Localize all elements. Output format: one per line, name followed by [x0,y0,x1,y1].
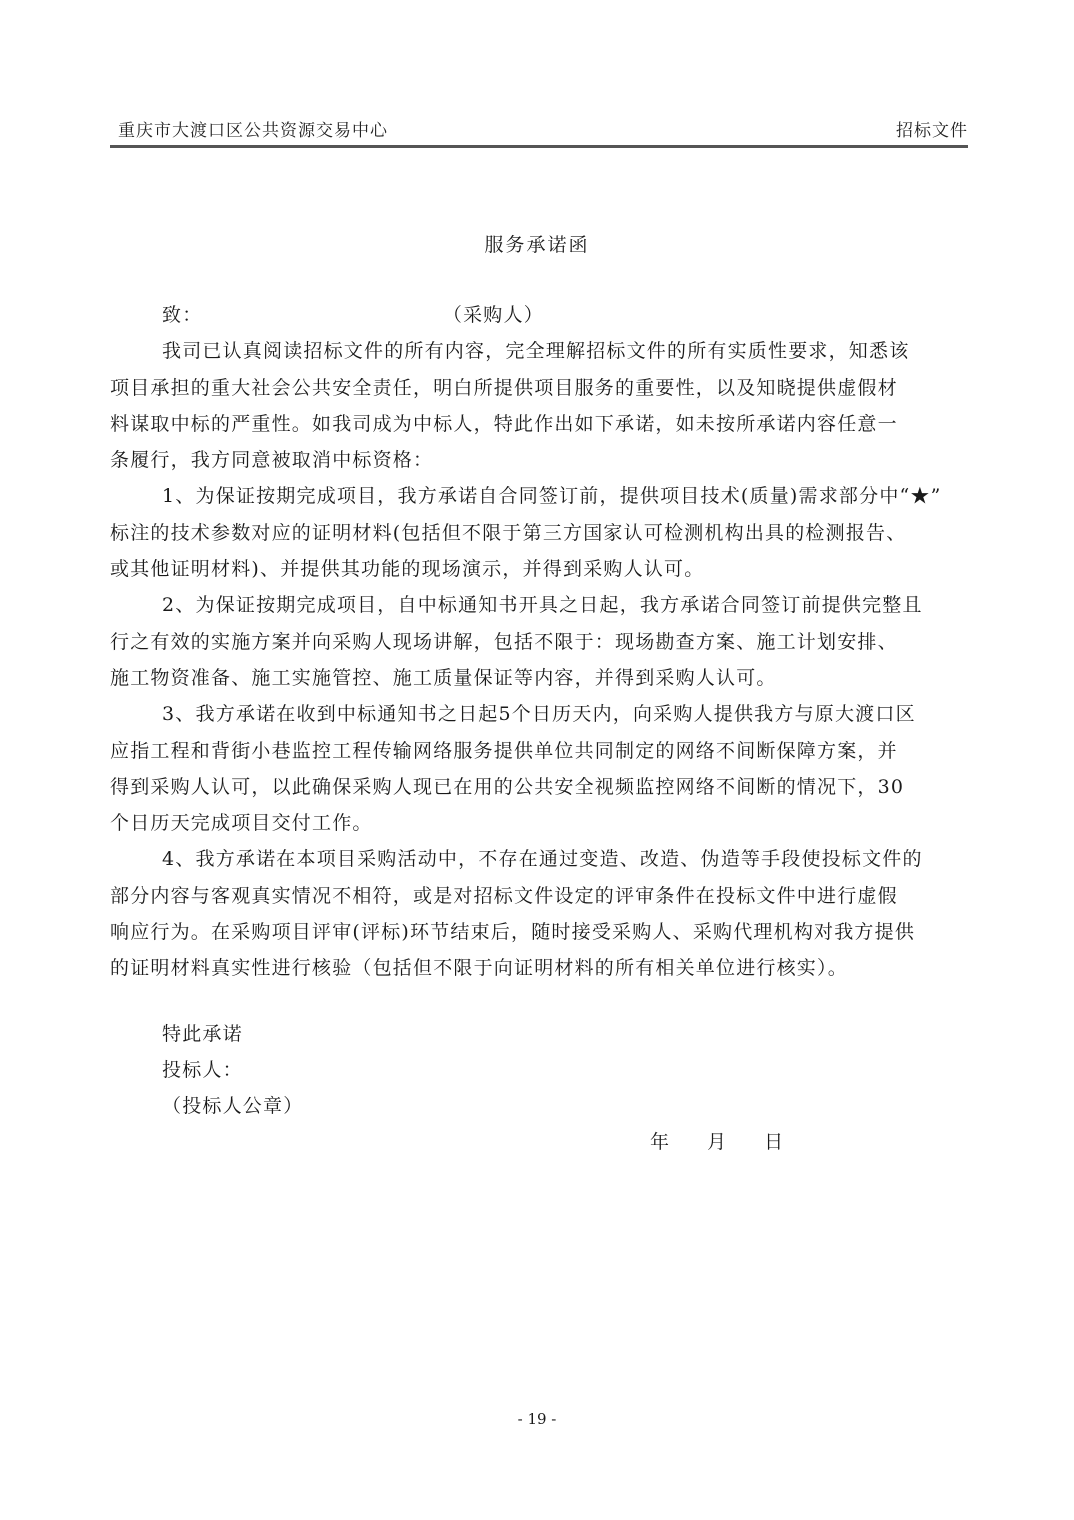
commitment-item-4 [110,841,968,986]
text-line: 标注的技术参数对应的证明材料(包括但不限于第三方国家认可检测机构出具的检测报告、 [110,521,907,544]
text-line: 施工物资准备、施工实施管控、施工质量保证等内容，并得到采购人认可。 [110,666,777,689]
text-line: 2、为保证按期完成项目，自中标通知书开具之日起，我方承诺合同签订前提供完整且 [162,594,923,617]
text-line: 3、我方承诺在收到中标通知书之日起5个日历天内，向采购人提供我方与原大渡口区 [162,703,916,726]
header-doc-type: 招标文件 [896,121,968,141]
text-line: 响应行为。在采购项目评审(评标)环节结束后，随时接受采购人、采购代理机构对我方提供 [110,921,916,944]
date-month: 月 [707,1131,728,1153]
page-number: - 19 - [517,1410,557,1428]
text-line: 部分内容与客观真实情况不相符，或是对招标文件设定的评审条件在投标文件中进行虚假 [110,884,898,907]
header-organization: 重庆市大渡口区公共资源交易中心 [118,121,388,141]
commitment-item-2 [110,587,968,696]
text-line: 1、为保证按期完成项目，我方承诺自合同签订前，提供项目技术(质量)需求部分中“★” [162,485,942,508]
closing-statement: 特此承诺 [162,1023,243,1045]
letter-body [110,297,968,987]
text-line: 料谋取中标的严重性。如我司成为中标人，特此作出如下承诺，如未按所承诺内容任意一 [110,412,898,435]
commitment-item-3 [110,696,968,841]
text-line: 行之有效的实施方案并向采购人现场讲解，包括不限于：现场勘查方案、施工计划安排、 [110,630,898,653]
commitment-item-1 [110,478,968,587]
seal-label: （投标人公章） [162,1095,304,1117]
text-line: 得到采购人认可，以此确保采购人现已在用的公共安全视频监控网络不间断的情况下，30 [110,775,905,798]
page-header [118,116,968,146]
addressee-prefix: 致： [162,304,203,326]
intro-paragraph [110,333,968,478]
text-line: 应指工程和背街小巷监控工程传输网络服务提供单位共同制定的网络不间断保障方案，并 [110,739,898,762]
text-line: 或其他证明材料)、并提供其功能的现场演示，并得到采购人认可。 [110,558,705,581]
text-line: 条履行，我方同意被取消中标资格： [110,449,434,472]
date-year: 年 [650,1131,671,1153]
addressee-line [110,297,968,333]
text-line: 的证明材料真实性进行核验（包括但不限于向证明材料的所有相关单位进行核实）。 [110,957,848,980]
document-title: 服务承诺函 [484,234,590,256]
text-line: 个日历天完成项目交付工作。 [110,812,373,835]
text-line: 我司已认真阅读招标文件的所有内容，完全理解招标文件的所有实质性要求，知悉该 [162,340,910,363]
closing-block [162,1016,303,1124]
header-divider [110,145,968,148]
date-day: 日 [764,1131,785,1153]
text-line: 项目承担的重大社会公共安全责任，明白所提供项目服务的重要性，以及知晓提供虚假材 [110,376,898,399]
bidder-label: 投标人： [162,1059,243,1081]
text-line: 4、我方承诺在本项目采购活动中，不存在通过变造、改造、伪造等手段使投标文件的 [162,848,923,871]
addressee-recipient: （采购人） [452,304,544,326]
date-line [650,1127,814,1154]
